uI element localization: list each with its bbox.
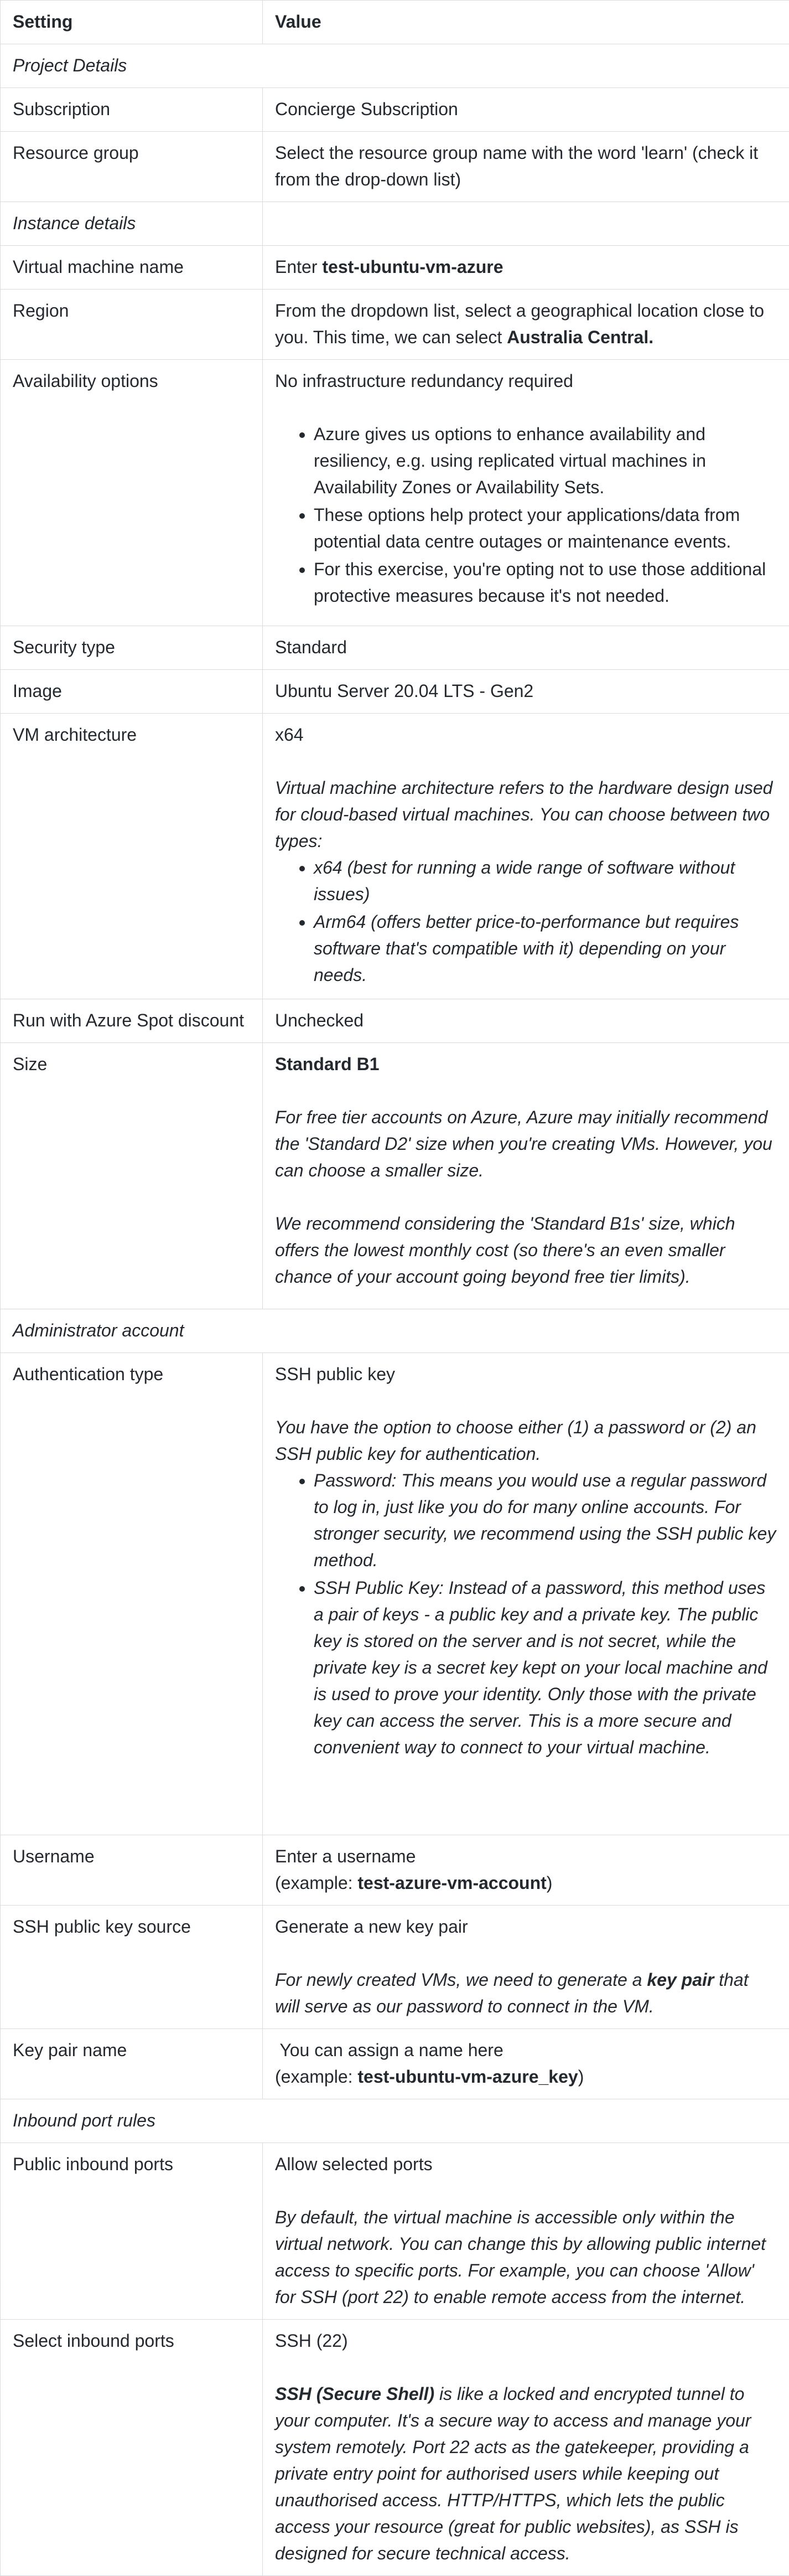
value-note: We recommend considering the 'Standard B1s' size, which offers the lowest monthly cost (so there's an even smaller chance of your account going beyond free tier limits). [275, 1210, 777, 1290]
table-row-security-type [1, 626, 789, 670]
value-note: For free tier accounts on Azure, Azure may initially recommend the 'Standard D2' size when you're creating VMs. However, you can choose a smaller size. [275, 1104, 777, 1184]
setting-value: Select the resource group name with the word 'learn' (check it from the drop-down list) [263, 132, 789, 202]
section-row-instance-details [1, 202, 789, 246]
setting-value [263, 1353, 789, 1835]
value-text: Generate a new key pair [275, 1913, 777, 1940]
setting-value [263, 1043, 789, 1309]
section-project-details: Project Details [1, 44, 789, 88]
note-bold: SSH (Secure Shell) [275, 2384, 434, 2404]
bullet-list [275, 1467, 777, 1761]
setting-label: Image [1, 670, 263, 714]
value-text: SSH public key [275, 1361, 777, 1387]
value-bold: test-ubuntu-vm-azure [322, 257, 503, 277]
list-item: • Password: This means you would use a regular password to log in, just like you do for many online accounts. For stronger security, we recommend using the SSH public key method. [314, 1467, 777, 1573]
setting-label: Virtual machine name [1, 246, 263, 290]
setting-label: Run with Azure Spot discount [1, 999, 263, 1043]
setting-value [263, 714, 789, 999]
list-item: • Azure gives us options to enhance availability and resiliency, e.g. using replicated virtual machines in Availability Zones or Availability Sets. [314, 421, 777, 500]
value-text: From the dropdown list, select a geographical location close to you. This time, we can select [275, 301, 764, 347]
value-note [275, 1966, 777, 2020]
empty-cell [263, 202, 789, 246]
value-text: No infrastructure redundancy required [275, 368, 777, 394]
setting-label: Public inbound ports [1, 2143, 263, 2320]
value-note: By default, the virtual machine is accessible only within the virtual network. You can change this by allowing public internet access to specific ports. For example, you can choose 'Allow' for SSH (port 22) to enable remote access from the internet. [275, 2204, 777, 2310]
setting-value [263, 290, 789, 360]
value-note: Virtual machine architecture refers to the hardware design used for cloud-based virtual machines. You can choose between two types: [275, 775, 777, 854]
note-text: For newly created VMs, we need to generate a [275, 1970, 647, 1990]
setting-value [263, 246, 789, 290]
table-row-resource-group [1, 132, 789, 202]
setting-label: Security type [1, 626, 263, 670]
table-row-subscription [1, 88, 789, 132]
setting-value: Standard [263, 626, 789, 670]
value-text: SSH (22) [275, 2327, 777, 2354]
list-item: • x64 (best for running a wide range of software without issues) [314, 854, 777, 907]
note-bold: key pair [647, 1970, 714, 1990]
value-text: Allow selected ports [275, 2151, 777, 2177]
setting-label: Size [1, 1043, 263, 1309]
table-row-spot [1, 999, 789, 1043]
section-row-inbound-port-rules [1, 2099, 789, 2143]
table-row-select-ports [1, 2320, 789, 2576]
section-instance-details: Instance details [1, 202, 263, 246]
value-bold: test-azure-vm-account [357, 1873, 546, 1893]
setting-value: Unchecked [263, 999, 789, 1043]
setting-value [263, 2320, 789, 2576]
setting-value [263, 1906, 789, 2029]
value-bold: Australia Central. [507, 327, 653, 347]
value-bold: Standard B1 [275, 1054, 379, 1074]
setting-value: Concierge Subscription [263, 88, 789, 132]
value-text: Enter a username [275, 1843, 777, 1870]
value-note: You have the option to choose either (1) a password or (2) an SSH public key for authentication. [275, 1414, 777, 1467]
table-row-public-ports [1, 2143, 789, 2320]
setting-value [263, 1835, 789, 1906]
note-text: is like a locked and encrypted tunnel to your computer. It's a secure way to access and manage your system remotely. Port 22 acts as the gatekeeper, providing a private entry point for authorised users while keeping out unauthorised access. HTTP/HTTPS, which lets the public access your resource (great for public websites), as SSH is designed for secure technical access. [275, 2384, 751, 2563]
setting-label: Subscription [1, 88, 263, 132]
header-setting: Setting [1, 1, 263, 44]
setting-value [263, 2143, 789, 2320]
table-row-username [1, 1835, 789, 1906]
table-row-auth-type [1, 1353, 789, 1835]
setting-label: Region [1, 290, 263, 360]
setting-label: Authentication type [1, 1353, 263, 1835]
value-text: You can assign a name here [275, 2037, 777, 2063]
value-prefix: Enter [275, 257, 322, 277]
setting-label: Username [1, 1835, 263, 1906]
setting-label: Select inbound ports [1, 2320, 263, 2576]
list-item: • For this exercise, you're opting not to use those additional protective measures because it's not needed. [314, 556, 777, 609]
list-item: • These options help protect your applications/data from potential data centre outages or maintenance events. [314, 502, 777, 555]
example-prefix: (example: [275, 2067, 357, 2087]
setting-value: Ubuntu Server 20.04 LTS - Gen2 [263, 670, 789, 714]
table-row-region [1, 290, 789, 360]
setting-label: SSH public key source [1, 1906, 263, 2029]
note-text: that will serve as our password to connect in the VM. [275, 1970, 749, 2016]
setting-label: Resource group [1, 132, 263, 202]
example-prefix: (example: [275, 1873, 357, 1893]
section-administrator-account: Administrator account [1, 1309, 789, 1353]
header-row [1, 1, 789, 44]
value-bold: test-ubuntu-vm-azure_key [357, 2067, 578, 2087]
setting-label: VM architecture [1, 714, 263, 999]
setting-value [263, 360, 789, 626]
example-suffix: ) [547, 1873, 553, 1893]
table-row-vm-architecture [1, 714, 789, 999]
table-row-ssh-source [1, 1906, 789, 2029]
section-row-project-details [1, 44, 789, 88]
setting-value [263, 2029, 789, 2099]
value-text: x64 [275, 721, 777, 748]
bullet-list [275, 854, 777, 988]
section-inbound-port-rules: Inbound port rules [1, 2099, 789, 2143]
table-row-size [1, 1043, 789, 1309]
bullet-list [275, 421, 777, 609]
value-note [275, 2381, 777, 2567]
header-value: Value [263, 1, 789, 44]
section-row-administrator-account [1, 1309, 789, 1353]
list-item: • SSH Public Key: Instead of a password, this method uses a pair of keys - a public key and a private key. The public key is stored on the server and is not secret, while the private key is a secret key kept on your local machine and is used to prove your identity. Only those with the private key can access the server. This is a more secure and convenient way to connect to your virtual machine. [314, 1574, 777, 1761]
table-row-key-pair-name [1, 2029, 789, 2099]
table-row-vm-name [1, 246, 789, 290]
example-suffix: ) [578, 2067, 584, 2087]
table-row-availability [1, 360, 789, 626]
setting-label: Availability options [1, 360, 263, 626]
setting-label: Key pair name [1, 2029, 263, 2099]
table-row-image [1, 670, 789, 714]
list-item: • Arm64 (offers better price-to-performance but requires software that's compatible with it) depending on your needs. [314, 908, 777, 988]
